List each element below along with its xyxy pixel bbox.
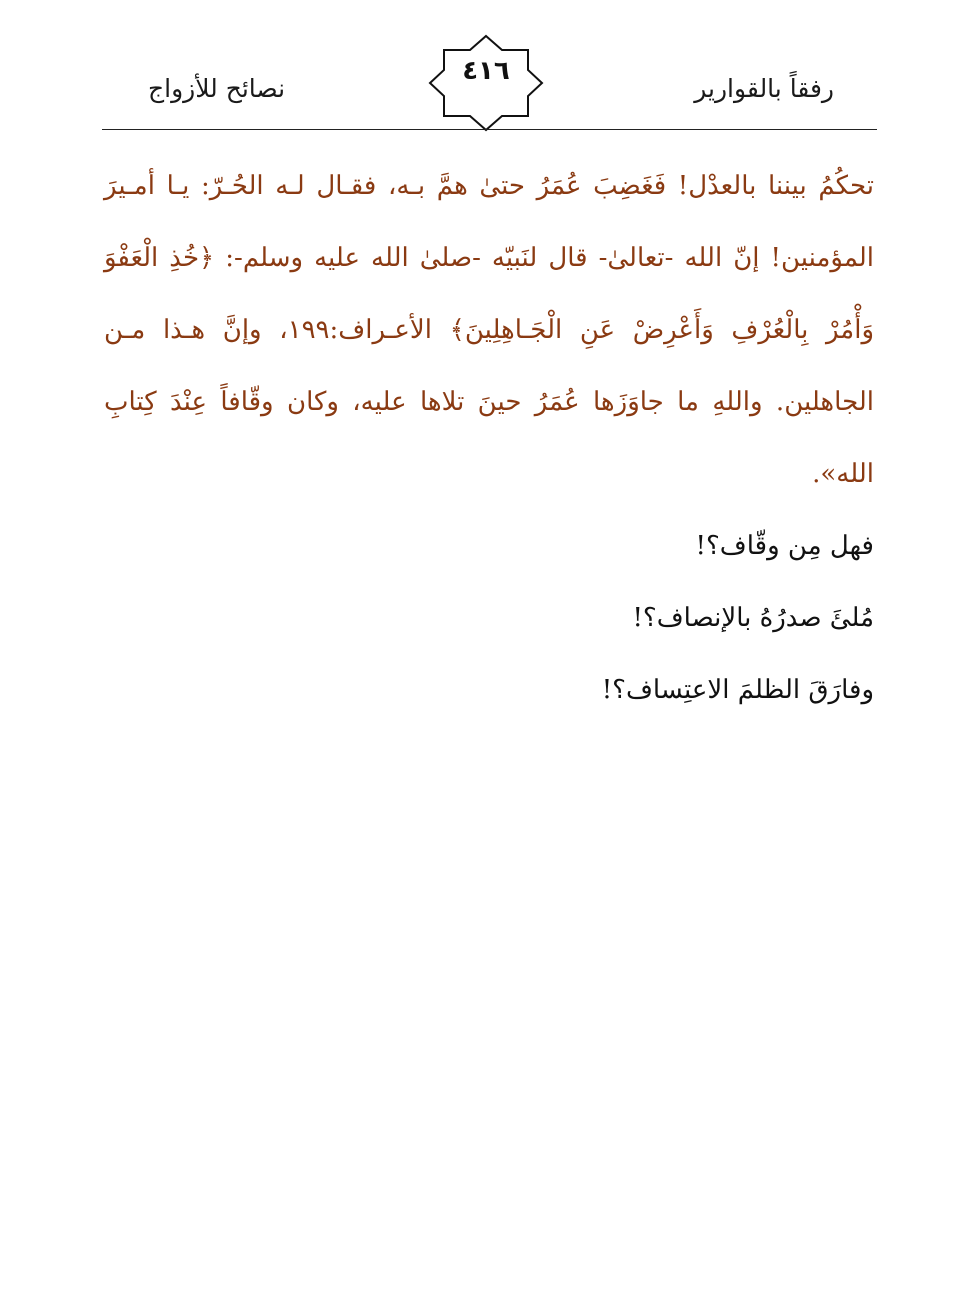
question-line-3: وفارَقَ الظلمَ الاعتِساف؟! — [601, 675, 874, 705]
page-body — [104, 150, 874, 726]
question-line-1: فهل مِن وقّاف؟! — [695, 531, 874, 561]
page-header — [0, 0, 980, 140]
book-title: رفقاً بالقوارير — [694, 74, 834, 103]
header-divider — [102, 129, 877, 130]
chapter-title: نصائح للأزواج — [148, 74, 286, 103]
quote-paragraph: تحكُمُ بيننا بالعدْل! فَغَضِبَ عُمَرُ حتىٰ همَّ بـه، فقـال لـه الحُـرّ: يـا أمـيرَ المؤمنين! إنّ الله -تعالىٰ- قال لنَبيّه -صلىٰ الله عليه وسلم-: ﴿خُذِ الْعَفْوَ وَأْمُرْ بِالْعُرْفِ وَأَعْرِضْ عَنِ الْجَـاهِلِينَ﴾ الأعـراف:١٩٩، وإنَّ هـذا مـن الجاهلين. واللهِ ما جاوَزَها عُمَرُ حينَ تلاها عليه، وكان وقّافاً عِنْدَ كِتابِ الله». — [104, 171, 875, 489]
page-number: ٤١٦ — [462, 56, 510, 86]
question-line-2: مُلئَ صدرُهُ بالإنصاف؟! — [632, 603, 874, 633]
